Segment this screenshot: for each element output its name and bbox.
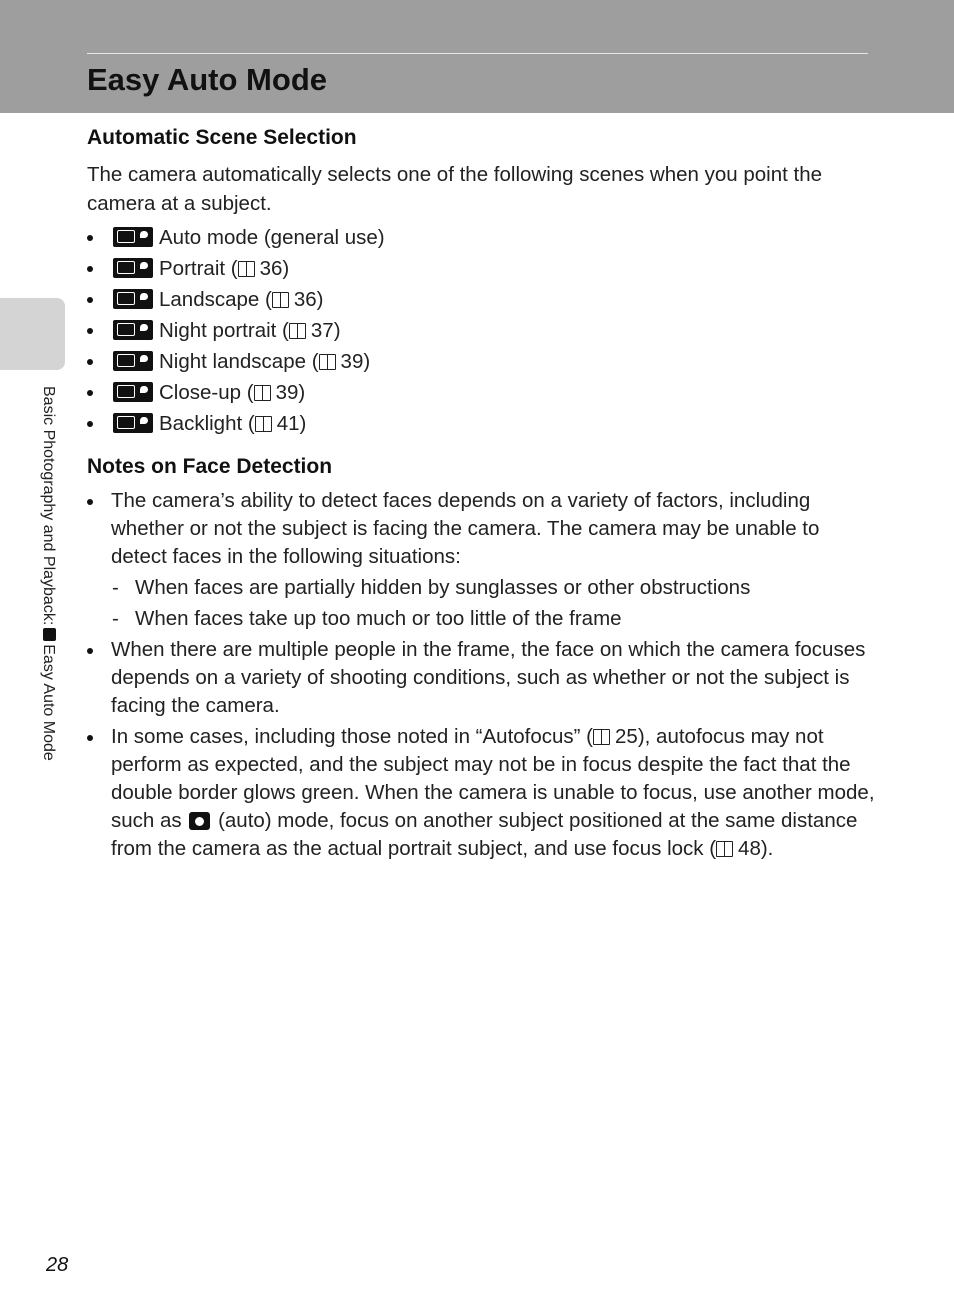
dash: - [112, 576, 119, 599]
scene-label: Auto mode (general use) [159, 226, 385, 249]
list-item: Night landscape ( 39) [87, 346, 385, 377]
page-reference-icon [254, 385, 271, 401]
notes-list [87, 487, 877, 866]
list-item: Landscape ( 36) [87, 284, 385, 315]
sub-item-text: When faces are partially hidden by sunglasses or other obstructions [135, 576, 751, 599]
scene-label: Portrait ( [159, 257, 238, 280]
list-item: Portrait ( 36) [87, 253, 385, 284]
night-portrait-scene-icon [113, 320, 153, 340]
page-reference-icon [716, 841, 733, 857]
list-item [87, 636, 877, 720]
night-landscape-scene-icon [113, 351, 153, 371]
header-rule [87, 53, 868, 54]
landscape-scene-icon [113, 289, 153, 309]
backlight-scene-icon [113, 413, 153, 433]
page-ref[interactable]: 36 [259, 257, 283, 280]
note-text: When there are multiple people in the frame, the face on which the camera focuses depends on a variety of shooting conditions, such as whether or not the subject is facing the camera. [111, 638, 866, 717]
note-text: ), autofocus may not perform as expected, and the subject may not be in focus despite the fact that the double border glows green. When the camera is unable to focus, use another mode, such as [111, 725, 875, 832]
bullet [87, 499, 93, 505]
chapter-label-text: Basic Photography and Playback: [40, 386, 57, 626]
page-ref[interactable]: 48 [738, 837, 761, 860]
bullet [87, 266, 93, 272]
scene-label: Night portrait ( [159, 319, 289, 342]
chapter-tab [0, 298, 65, 370]
bullet [87, 359, 93, 365]
portrait-scene-icon [113, 258, 153, 278]
bullet [87, 390, 93, 396]
page-ref[interactable]: 39 [275, 381, 299, 404]
bullet [87, 235, 93, 241]
scene-intro: The camera automatically selects one of the following scenes when you point the camera at a subject. [87, 163, 822, 215]
scene-label: Close-up ( [159, 381, 254, 404]
list-item: Night portrait ( 37) [87, 315, 385, 346]
page-ref[interactable]: 39 [340, 350, 364, 373]
section-heading-scene-selection: Automatic Scene Selection [87, 126, 357, 149]
scene-list [87, 222, 385, 439]
page-reference-icon [238, 261, 255, 277]
page-title: Easy Auto Mode [87, 62, 327, 97]
page-ref[interactable]: 37 [310, 319, 334, 342]
page-reference-icon [593, 729, 610, 745]
list-item [87, 487, 877, 633]
sub-list-item [111, 574, 877, 602]
camera-icon [189, 812, 210, 830]
chapter-label [38, 386, 58, 761]
sub-item-text: When faces take up too much or too little of the frame [135, 607, 622, 630]
sub-list [111, 574, 877, 633]
list-item: Close-up ( 39) [87, 377, 385, 408]
scene-label: Night landscape ( [159, 350, 319, 373]
list-item [87, 222, 385, 253]
auto-scene-icon [113, 227, 153, 247]
page-reference-icon [319, 354, 336, 370]
close-up-scene-icon [113, 382, 153, 402]
page-reference-icon [289, 323, 306, 339]
bullet [87, 648, 93, 654]
sub-list-item [111, 605, 877, 633]
bullet [87, 328, 93, 334]
scene-label: Landscape ( [159, 288, 272, 311]
dash: - [112, 607, 119, 630]
easy-auto-icon [43, 628, 56, 641]
bullet [87, 735, 93, 741]
note-text: The camera’s ability to detect faces depends on a variety of factors, including whether or not the subject is facing the camera. The camera may be unable to detect faces in the following situations: [111, 489, 820, 568]
page-reference-icon [272, 292, 289, 308]
list-item [87, 723, 877, 863]
page-ref[interactable]: 36 [293, 288, 317, 311]
scene-label: Backlight ( [159, 412, 255, 435]
bullet [87, 421, 93, 427]
page-reference-icon [255, 416, 272, 432]
list-item: Backlight ( 41) [87, 408, 385, 439]
note-text: ). [760, 837, 774, 860]
page-ref[interactable]: 41 [276, 412, 300, 435]
bullet [87, 297, 93, 303]
section-heading-face-detection: Notes on Face Detection [87, 455, 333, 478]
note-text: In some cases, including those noted in “Autofocus” ( [111, 725, 594, 748]
header-band [0, 0, 954, 113]
note-text: (auto) mode, focus on another subject positioned at the same distance from the camera as the actual portrait subject, and use focus lock ( [111, 809, 858, 860]
page-ref[interactable]: 25 [615, 725, 638, 748]
chapter-label-mode: Easy Auto Mode [40, 644, 57, 761]
page-number: 28 [46, 1254, 69, 1276]
